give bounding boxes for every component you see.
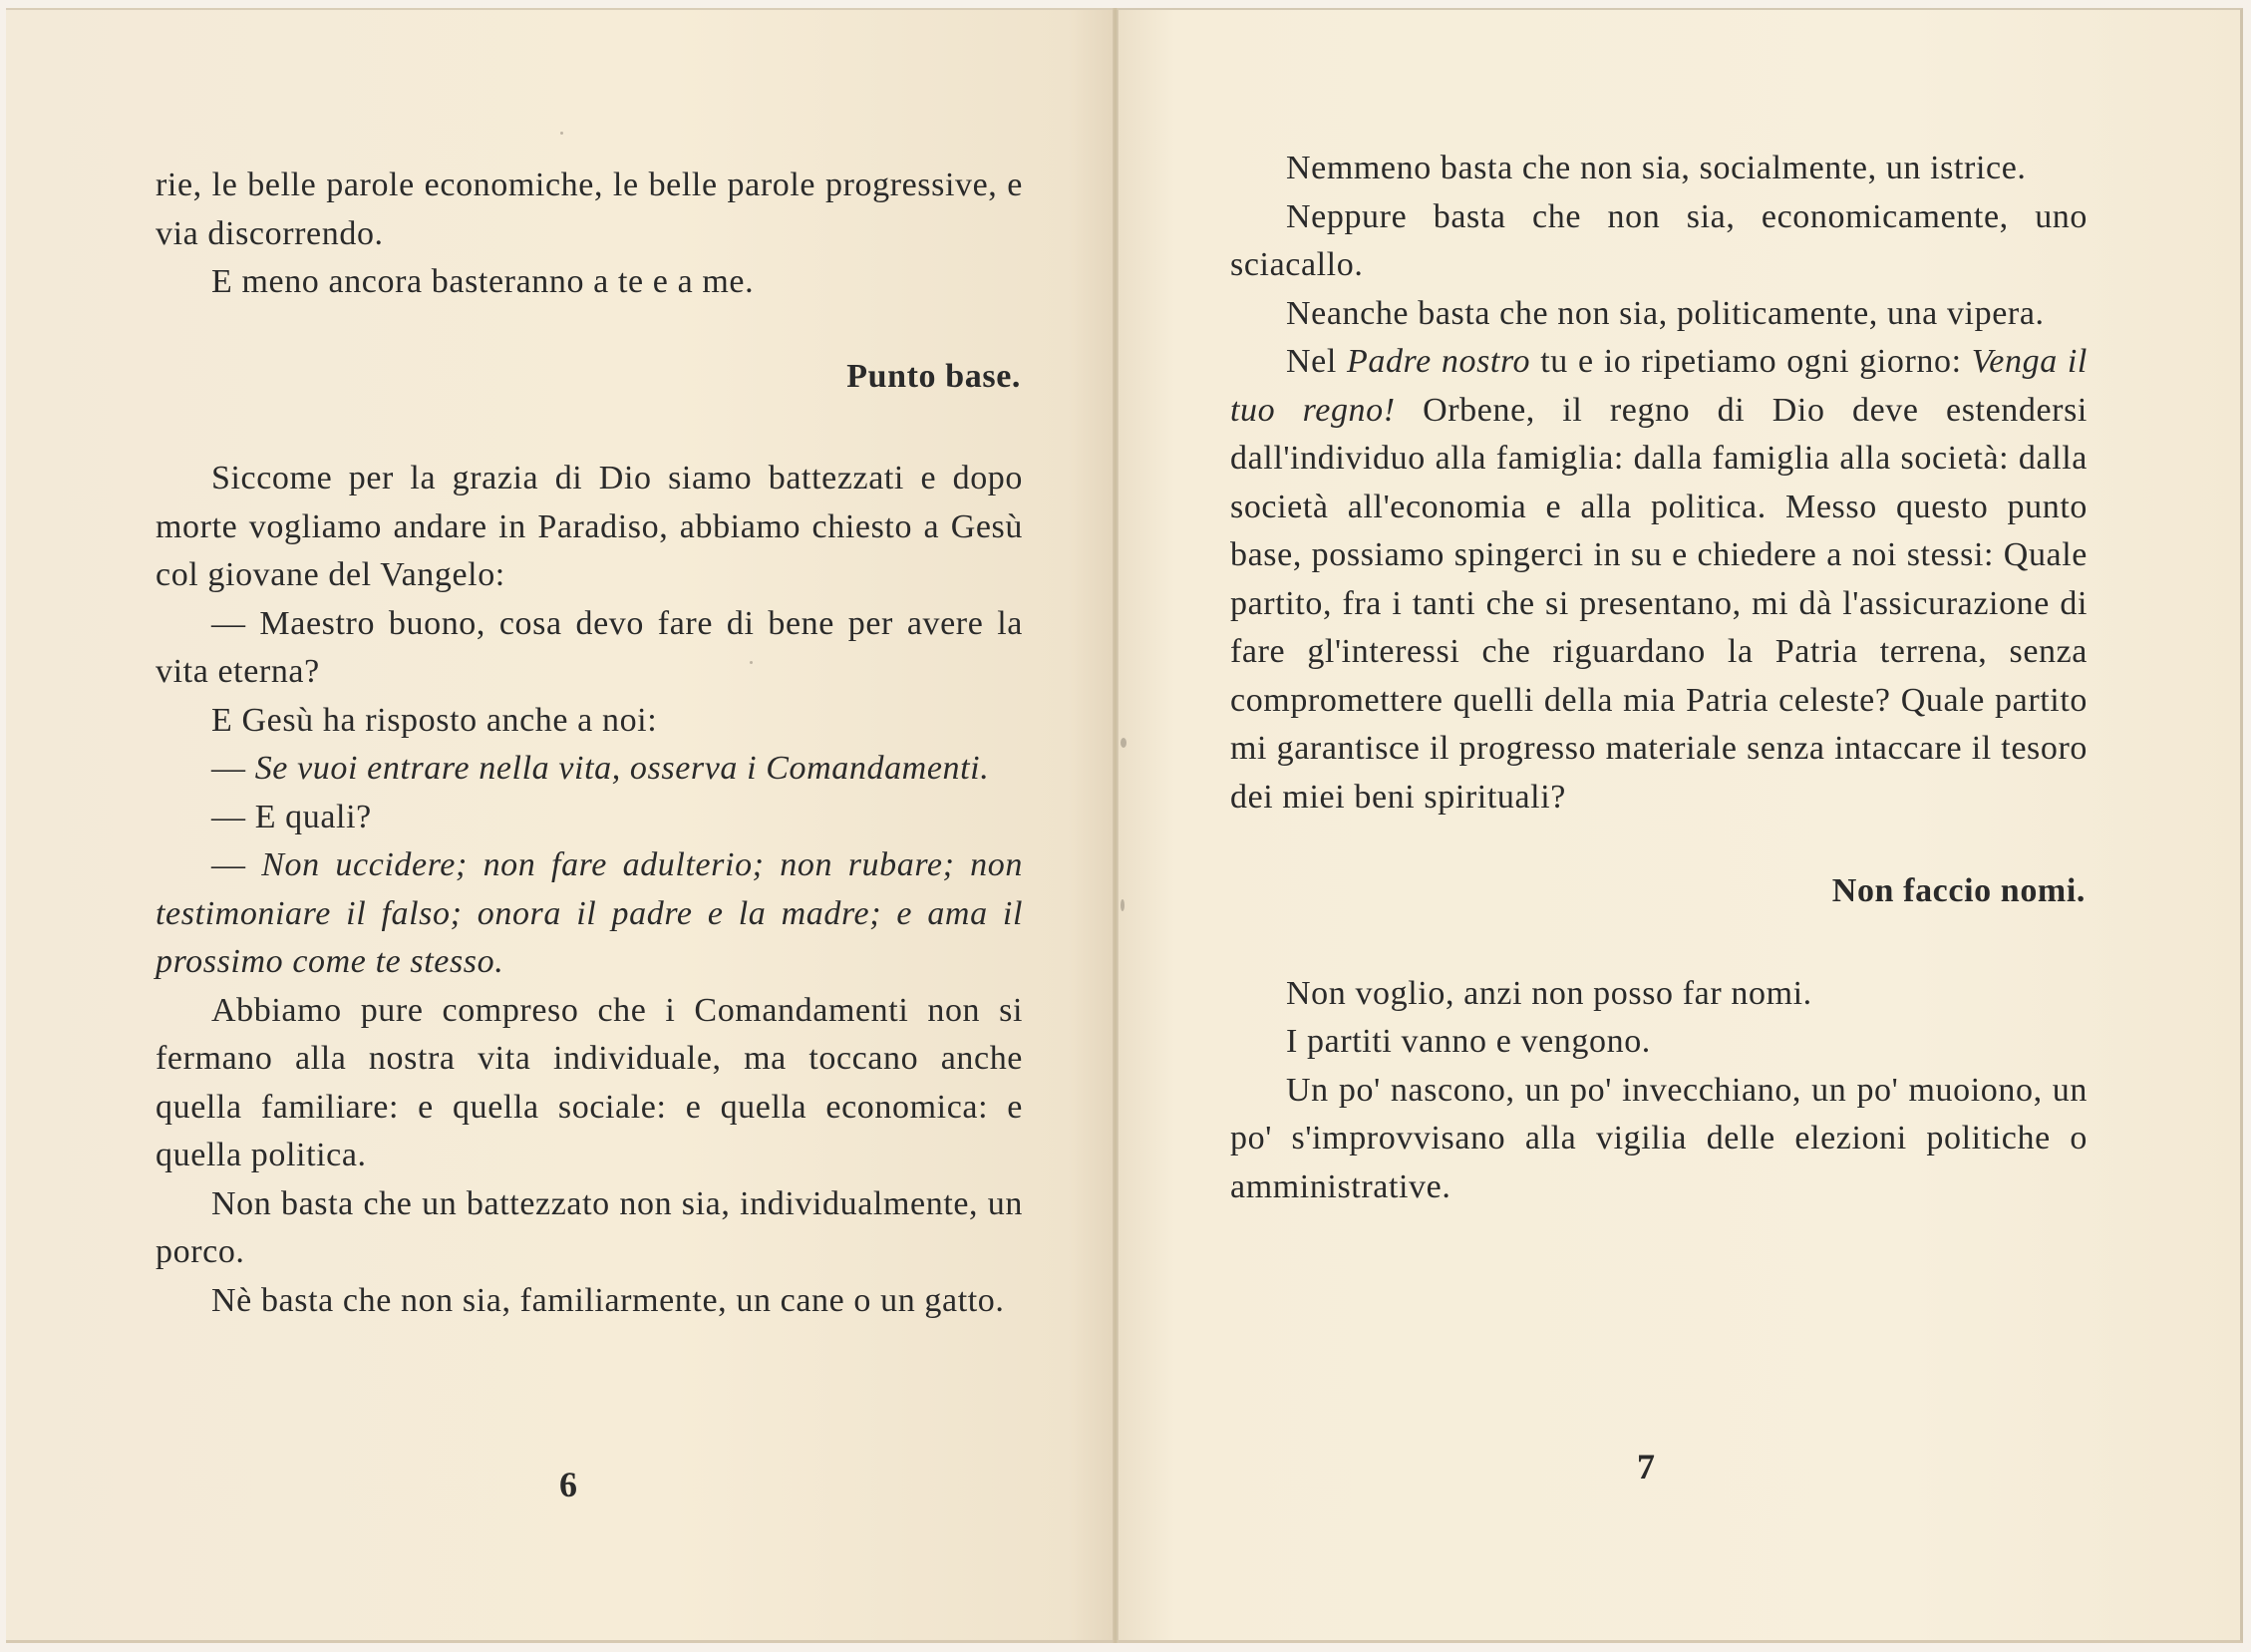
section-heading: Punto base. [846,357,1021,395]
page-number: 7 [1637,1447,1655,1487]
section-heading: Non faccio nomi. [1831,872,2086,909]
italic-quote: Non uccidere; non fare adulterio; non rubare; non testimoniare il falso; onora il padre e la madre; e ama il prossimo come te stesso. [156,846,1023,980]
paragraph: Un po' nascono, un po' invecchiano, un po' muoiono, un po' s'improvvisano alla vigilia delle elezioni politiche o amministrative. [1230,1071,2088,1205]
paragraph [156,745,1023,794]
paper-speck [560,132,563,135]
paragraph: Neppure basta che non sia, economicamente, uno sciacallo. [1230,197,2088,283]
paragraph: E meno ancora basteranno a te e a me. [211,263,755,300]
italic-quote: Se vuoi entrare nella vita, osserva i Comandamenti. [254,750,990,787]
paragraph: Non voglio, anzi non posso far nomi. [1286,974,1812,1012]
paragraph: Neanche basta che non sia, politicamente, una vipera. [1286,294,2045,332]
paragraph: — E quali? [211,798,372,835]
dash: — [211,846,262,883]
paper-speck [750,661,753,664]
right-page [1119,8,2243,1643]
italic-text: Padre nostro [1346,343,1531,380]
page-number: 6 [559,1465,577,1504]
paper-speck [1121,738,1126,748]
left-page [6,8,1113,1643]
paragraph: E Gesù ha risposto anche a noi: [211,701,658,739]
italic-text: Venga il tuo regno! [1230,343,2088,429]
paragraph: Abbiamo pure compreso che i Comandamenti non si fermano alla nostra vita individuale, ma toccano anche quella familiare: e quella sociale: e quella economica: e quella politica. [156,991,1023,1173]
left-page-text [156,162,1023,1325]
paper-speck [1121,899,1125,911]
paragraph: — Maestro buono, cosa devo fare di bene per avere la vita eterna? [156,604,1023,690]
text-run: tu e io ripetiamo ogni giorno: [1530,343,1972,380]
paragraph [156,841,1023,987]
paragraph: I partiti vanno e vengono. [1286,1023,1651,1060]
paragraph [1230,338,2088,822]
right-page-text [1230,145,2088,1211]
dash: — [211,750,255,787]
paragraph: Siccome per la grazia di Dio siamo battezzati e dopo morte vogliamo andare in Paradiso, abbiamo chiesto a Gesù col giovane del Vangelo: [156,460,1023,593]
paragraph: Nè basta che non sia, familiarmente, un cane o un gatto. [211,1281,1005,1319]
paragraph: rie, le belle parole economiche, le belle parole progressive, e via discorrendo. [156,166,1023,252]
text-run: Orbene, il regno di Dio deve estendersi dall'individuo alla famiglia: dalla famiglia alla società: dalla società all'economia e alla politica. Messo questo punto base, possiamo spingerci in su e chiedere a noi stessi: Quale partito, fra i tanti che si presentano, mi dà l'assicurazione di fare gl'interessi che riguardano la Patria terrena, senza compromettere quelli della mia Patria celeste? Quale partito mi garantisce il progresso materiale senza intaccare il tesoro dei miei beni spirituali? [1230,391,2088,816]
text-run: Nel [1286,343,1347,380]
paragraph: Non basta che un battezzato non sia, individualmente, un porco. [156,1184,1023,1270]
paragraph: Nemmeno basta che non sia, socialmente, un istrice. [1286,150,2027,186]
